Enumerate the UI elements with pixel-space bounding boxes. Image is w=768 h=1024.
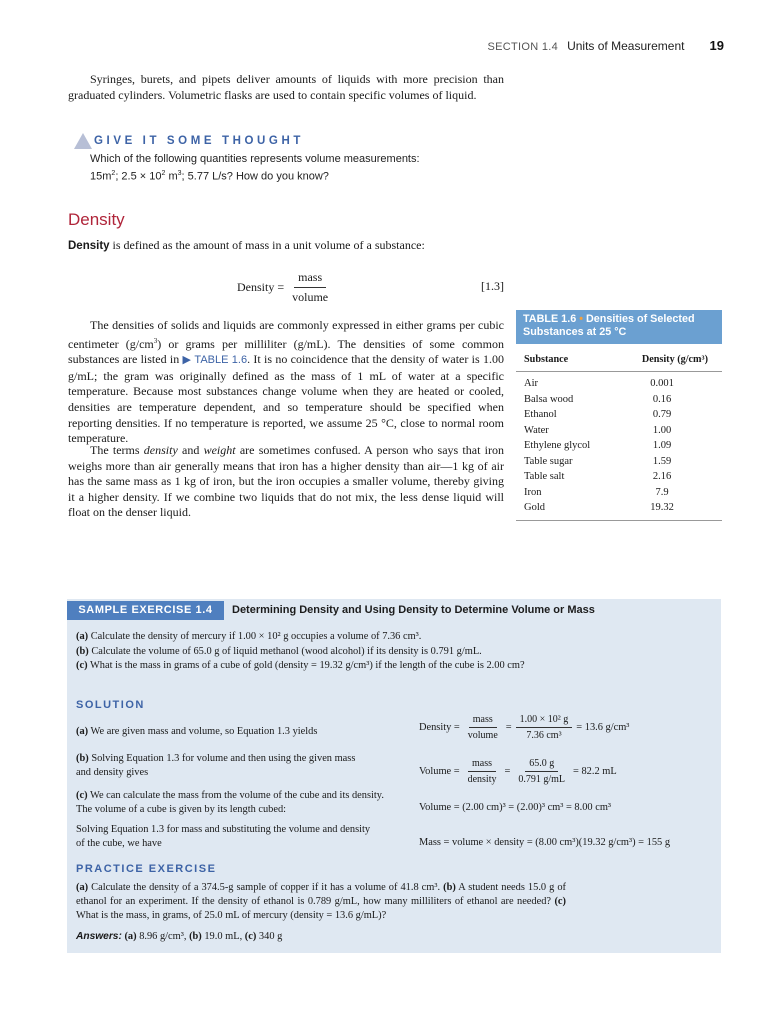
substance-cell: Air: [524, 378, 538, 389]
practice-answers: Answers: (a) 8.96 g/cm³, (b) 19.0 mL, (c) 340 g: [76, 931, 283, 942]
substance-cell: Table salt: [524, 471, 565, 482]
substance-cell: Table sugar: [524, 455, 573, 467]
section-title: Units of Measurement: [567, 39, 685, 53]
table-1-6-column-headers: [516, 344, 722, 372]
sample-questions: [76, 630, 696, 674]
density-equation: [237, 270, 336, 305]
equation-number: [1.3]: [481, 279, 504, 293]
sample-exercise-label: SAMPLE EXERCISE 1.4: [67, 601, 224, 620]
table-row: [516, 407, 722, 423]
intro-paragraph: Syringes, burets, and pipets deliver amounts of liquids with more precision than graduated cylinders. Volumetric flasks are used to contain specific volumes of liquid.: [68, 72, 504, 102]
table-1-6-body: [516, 372, 722, 516]
table-row: [516, 469, 722, 485]
table-1-6: [516, 310, 722, 521]
practice-exercise-heading: PRACTICE EXERCISE: [76, 863, 217, 875]
density-weight-paragraph: The terms density and weight are sometimes confused. A person who says that iron weighs more than air generally means that iron has a higher density than air—1 kg of air has the same mass as 1 kg of iron, but the iron occupies a smaller volume, thereby giving it a higher density. If we combine two liquids that do not mix, the less dense liquid will float on the denser liquid.: [68, 443, 504, 520]
substance-cell: Ethylene glycol: [524, 440, 591, 451]
question-line-1: Which of the following quantities represents volume measurements:: [90, 153, 420, 165]
substance-cell: Ethanol: [524, 409, 557, 420]
solution-a-text: (a) We are given mass and volume, so Equation 1.3 yields: [76, 726, 318, 737]
substance-cell: Iron: [524, 486, 542, 498]
table-row: [516, 376, 722, 392]
question-c: (c) What is the mass in grams of a cube of gold (density = 19.32 g/cm³) if the length of the cube is 2.00 cm?: [76, 660, 525, 671]
substance-cell: Water: [524, 424, 549, 436]
density-cell: 0.16: [652, 393, 672, 405]
solution-b-text: (b) Solving Equation 1.3 for volume and then using the given mass and density gives: [76, 753, 356, 778]
give-it-some-thought-heading: [74, 133, 304, 149]
density-cell: 2.16: [652, 471, 672, 482]
question-a: (a) Calculate the density of mercury if 1.00 × 10² g occupies a volume of 7.36 cm³.: [76, 631, 422, 642]
substance-cell: Balsa wood: [524, 393, 574, 405]
give-it-some-thought-title: GIVE IT SOME THOUGHT: [94, 135, 305, 147]
table-1-6-header: TABLE 1.6 • Densities of Selected Substances at 25 °C: [516, 310, 722, 344]
density-cell: 19.32: [650, 502, 674, 513]
table-row: [516, 392, 722, 408]
density-heading: Density: [68, 210, 125, 229]
give-it-some-thought-question: [90, 152, 530, 184]
equation-numerator: mass: [294, 270, 326, 288]
equation-lhs: Density =: [237, 280, 285, 294]
table-1-6-link[interactable]: ▶ TABLE 1.6: [182, 354, 248, 367]
table-row: [516, 485, 722, 501]
equation-denominator: volume: [292, 290, 329, 304]
equation-b: Volume = $\frac{\text{mass}}{\text{density}}$ = $\frac{65.0 g}{0.791 g/mL}$ = 82.2 mL: [419, 758, 617, 785]
running-header: [487, 38, 724, 53]
table-bottom-rule: [516, 516, 722, 521]
page-number: 19: [709, 38, 724, 53]
density-cell: 1.59: [652, 455, 672, 467]
density-units-paragraph: The densities of solids and liquids are commonly expressed in either grams per cubic centimeter $(g/cm^3)$ or grams per milliliter (g/mL). The densities of some common substances are listed in ▶ TABLE 1.6. It is no coincidence that the density of water is 1.00 g/mL; the gram was originally defined as the mass of 1 mL of water at a specific temperature. Because most substances change volume when they are heated or cooled, densities are temperature dependent, and so temperature should be specified when reporting densities. If no temperature is reported, we assume 25 °C, close to normal room temperature.: [68, 318, 504, 446]
solution-d-text: Solving Equation 1.3 for mass and substituting the volume and density of the cube, we have: [76, 824, 371, 849]
density-definition: Density is defined as the amount of mass in a unit volume of a substance:: [68, 238, 425, 252]
table-row: [516, 454, 722, 470]
density-cell: 0.001: [650, 378, 674, 389]
practice-exercise-text: (a) Calculate the density of a 374.5-g sample of copper if it has a volume of 41.8 cm³. (b) A student needs 15.0 g of ethanol for an experiment. If the density of ethanol is 0.789 g/mL, how many milliliters of ethanol are needed? (c) What is the mass, in grams, of 25.0 mL of mercury (density = 13.6 g/mL)?: [76, 882, 567, 921]
triangle-icon: [74, 133, 92, 149]
density-cell: 1.09: [652, 440, 672, 451]
sample-exercise-title: Determining Density and Using Density to Determine Volume or Mass: [232, 604, 595, 616]
equation-a: Density = $\frac{\text{mass}}{\text{volume}}$ = $\frac{\text{1.00 × 10² g}}{\text{7.36 cm³}}$ = 13.6 g/cm³: [419, 714, 630, 741]
section-number: SECTION 1.4: [487, 41, 559, 53]
equation-c: Volume = (2.00 cm)³ = (2.00)³ cm³ = 8.00 cm³: [419, 802, 612, 813]
table-row: [516, 500, 722, 516]
column-density: Density (g/cm³): [641, 354, 708, 365]
density-cell: 1.00: [652, 424, 672, 436]
density-cell: 0.79: [652, 409, 672, 420]
substance-cell: Gold: [524, 502, 545, 513]
question-line-2: $15m^2$; $2.5 \times 10^2$ $m^3$; 5.77 L/s? How do you know?: [90, 169, 329, 183]
density-cell: 7.9: [655, 486, 669, 498]
table-row: [516, 423, 722, 439]
table-row: [516, 438, 722, 454]
solution-c-text: (c) We can calculate the mass from the volume of the cube and its density. The volume of a cube is given by its length cubed:: [76, 790, 384, 815]
equation-fraction: [288, 270, 332, 305]
equation-d: Mass = volume × density = (8.00 cm³)(19.32 g/cm³) = 155 g: [419, 837, 671, 848]
solution-heading: SOLUTION: [76, 699, 145, 711]
question-b: (b) Calculate the volume of 65.0 g of liquid methanol (wood alcohol) if its density is 0.791 g/mL.: [76, 645, 482, 657]
column-substance: Substance: [524, 354, 569, 365]
bullet-icon: •: [579, 313, 583, 325]
